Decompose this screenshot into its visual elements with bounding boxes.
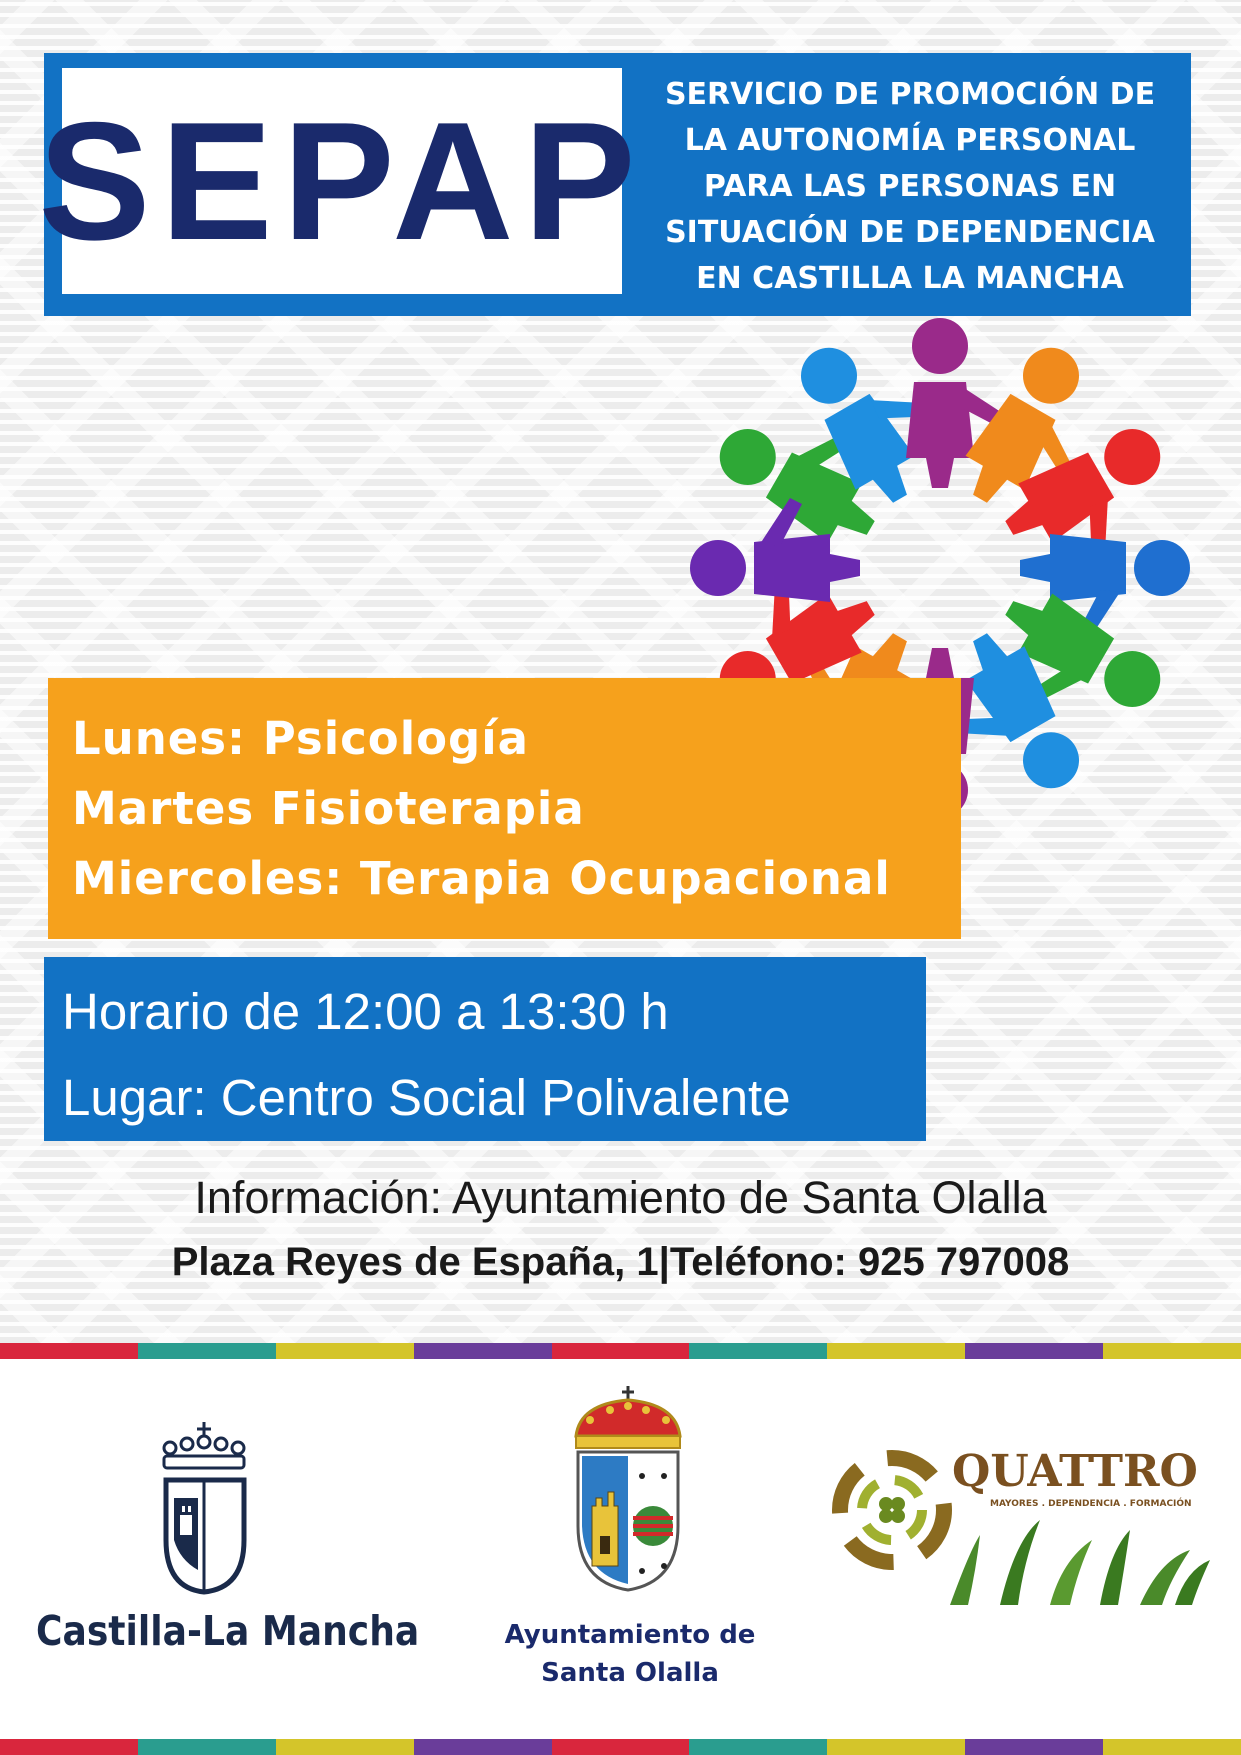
location-text: Lugar: Centro Social Polivalente: [62, 1069, 791, 1126]
castilla-la-mancha-emblem: [160, 1420, 260, 1600]
color-stripe-bottom: [0, 1739, 1241, 1755]
quattro-tagline: MAYORES . DEPENDENCIA . FORMACIÓN: [990, 1499, 1192, 1509]
service-title-line: PARA LAS PERSONAS EN: [703, 169, 1117, 204]
stripe-segment: [689, 1343, 827, 1359]
stripe-segment: [276, 1739, 414, 1755]
ayuntamiento-label-line-1: Ayuntamiento de: [504, 1620, 756, 1650]
ayuntamiento-label-line-2: Santa Olalla: [541, 1658, 719, 1688]
stripe-segment: [138, 1739, 276, 1755]
stripe-segment: [414, 1343, 552, 1359]
stripe-segment: [138, 1343, 276, 1359]
schedule-box: [48, 678, 961, 939]
stripe-segment: [827, 1739, 965, 1755]
castilla-la-mancha-name: Castilla-La Mancha: [36, 1607, 420, 1655]
quattro-name: QUATTRO: [952, 1446, 1198, 1497]
stripe-segment: [965, 1343, 1103, 1359]
ayuntamiento-label: [490, 1616, 770, 1692]
sepap-logo-box: [38, 68, 646, 294]
sepap-logo-text: SEPAP: [38, 87, 646, 275]
stripe-segment: [1103, 1343, 1241, 1359]
stripe-segment: [0, 1343, 138, 1359]
schedule-tuesday: Martes Fisioterapia: [72, 782, 585, 835]
stripe-segment: [827, 1343, 965, 1359]
service-title-line: SITUACIÓN DE DEPENDENCIA: [665, 215, 1155, 250]
schedule-wednesday: Miercoles: Terapia Ocupacional: [72, 852, 891, 905]
stripe-segment: [1103, 1739, 1241, 1755]
stripe-segment: [0, 1739, 138, 1755]
stripe-segment: [965, 1739, 1103, 1755]
stripe-segment: [414, 1739, 552, 1755]
address-phone-line: Plaza Reyes de España, 1|Teléfono: 925 797008: [171, 1240, 1070, 1284]
stripe-segment: [552, 1343, 690, 1359]
hours-text: Horario de 12:00 a 13:30 h: [62, 983, 669, 1040]
service-title-line: LA AUTONOMÍA PERSONAL: [684, 123, 1136, 158]
stripe-segment: [689, 1739, 827, 1755]
quattro-logo: [830, 1420, 1220, 1605]
service-title-line: EN CASTILLA LA MANCHA: [696, 261, 1124, 296]
santa-olalla-coat-of-arms: [570, 1386, 686, 1594]
service-title: [650, 72, 1170, 302]
stripe-segment: [276, 1343, 414, 1359]
service-title-line: SERVICIO DE PROMOCIÓN DE: [664, 77, 1156, 112]
stripe-segment: [552, 1739, 690, 1755]
schedule-monday: Lunes: Psicología: [72, 712, 530, 765]
hours-location-box: [44, 957, 926, 1141]
color-stripe-top: [0, 1343, 1241, 1359]
information-line: Información: Ayuntamiento de Santa Olalla: [194, 1172, 1047, 1223]
